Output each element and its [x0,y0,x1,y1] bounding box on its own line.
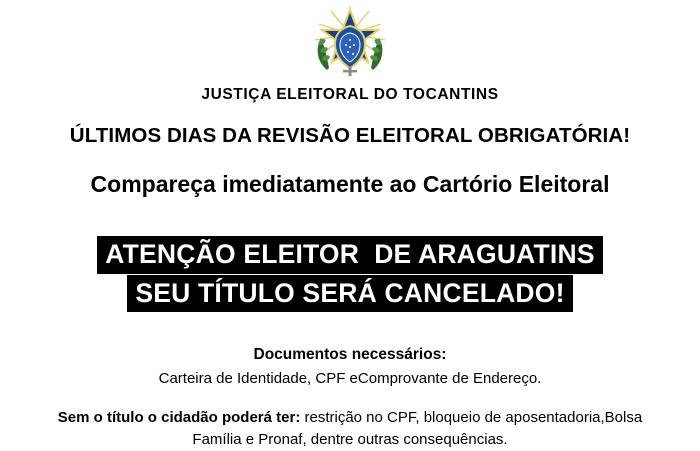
subheadline: Compareça imediatamente ao Cartório Eleitoral [90,171,610,197]
documents-label: Documentos necessários: [253,346,447,364]
warning-lead: Sem o título o cidadão poderá ter: [57,409,301,427]
warning-text [40,407,660,451]
documents-list: Carteira de Identidade, CPF eComprovante de Endereço. [158,370,542,388]
highlight-banner [97,236,602,312]
brazil-coat-of-arms-icon [307,4,393,80]
banner-line-2: SEU TÍTULO SERÁ CANCELADO! [127,275,572,313]
headline: ÚLTIMOS DIAS DA REVISÃO ELEITORAL OBRIGATÓRIA! [69,124,631,147]
banner-line-1: ATENÇÃO ELEITOR DE ARAGUATINS [97,236,602,274]
organization-title: JUSTIÇA ELEITORAL DO TOCANTINS [201,86,499,103]
warning-rest: restrição no CPF, bloqueio de aposentadoria,Bolsa Família e Pronaf, dentre outras consequências. [192,409,643,449]
